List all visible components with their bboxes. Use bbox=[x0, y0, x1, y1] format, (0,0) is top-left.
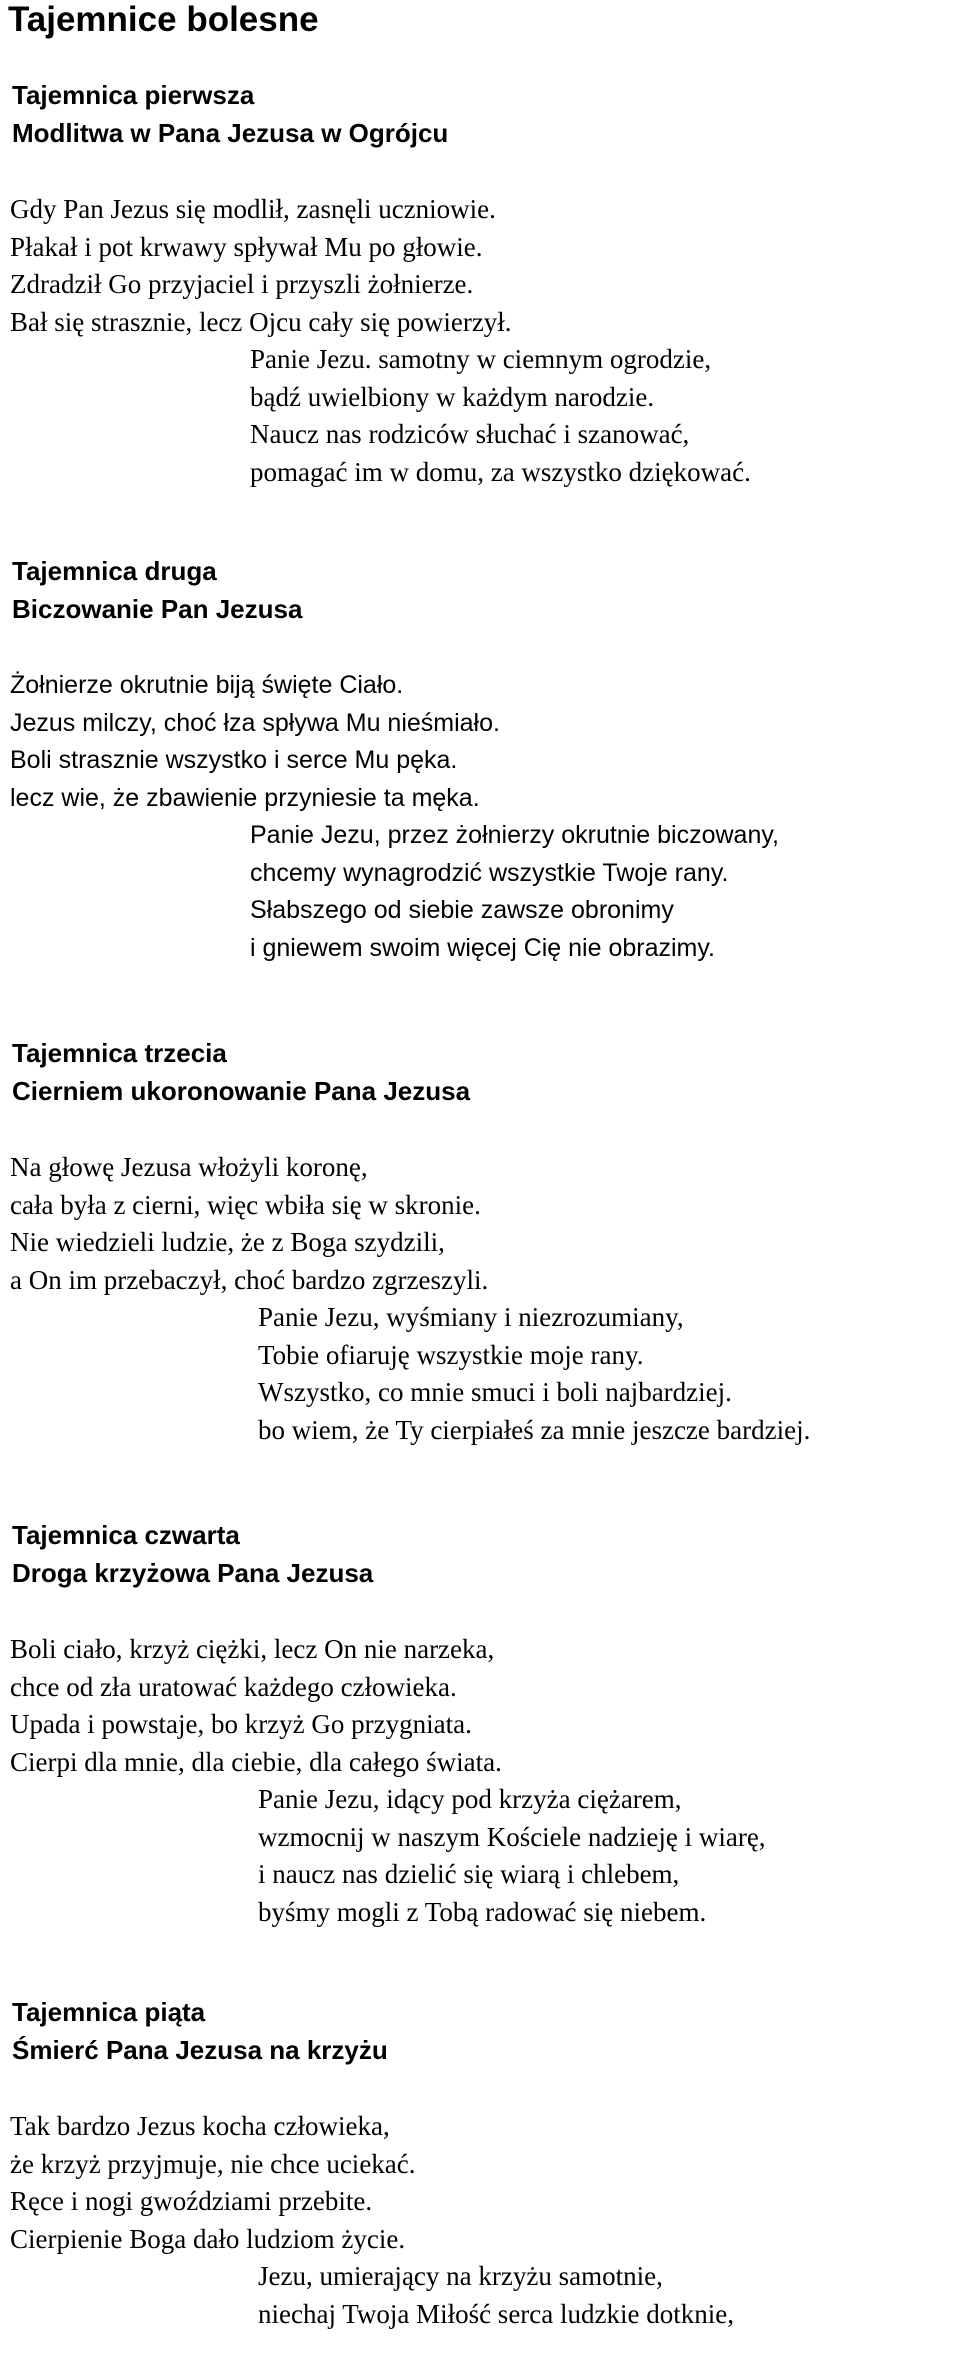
verse-line: Tak bardzo Jezus kocha człowieka, bbox=[10, 2111, 390, 2141]
verse-line: Żołnierze okrutnie biją święte Ciało. bbox=[10, 671, 404, 699]
refrain-line: bo wiem, że Ty cierpiałeś za mnie jeszcze bardziej. bbox=[258, 1414, 811, 1445]
refrain-line: chcemy wynagrodzić wszystkie Twoje rany. bbox=[250, 858, 729, 887]
mystery-label: Tajemnica druga bbox=[12, 556, 217, 586]
verse-stanza bbox=[0, 191, 960, 341]
mystery-label: Tajemnica pierwsza bbox=[12, 80, 255, 110]
mystery-section-2 bbox=[0, 552, 960, 967]
verse-line: że krzyż przyjmuje, nie chce uciekać. bbox=[10, 2148, 416, 2179]
refrain-line: Panie Jezu, idący pod krzyża ciężarem, bbox=[258, 1784, 682, 1814]
mystery-name: Modlitwa w Pana Jezusa w Ogrójcu bbox=[12, 118, 449, 148]
mystery-section-1 bbox=[0, 76, 960, 491]
verse-line: Zdradził Go przyjaciel i przyszli żołnierze. bbox=[10, 269, 474, 299]
refrain-line: Słabszego od siebie zawsze obronimy bbox=[250, 896, 674, 924]
refrain-stanza bbox=[0, 817, 960, 967]
refrain-line: Jezu, umierający na krzyżu samotnie, bbox=[258, 2261, 663, 2291]
verse-stanza bbox=[0, 1631, 960, 1781]
refrain-line: bądź uwielbiony w każdym narodzie. bbox=[250, 381, 655, 412]
refrain-line: i naucz nas dzielić się wiarą i chlebem, bbox=[258, 1859, 680, 1889]
verse-line: a On im przebaczył, choć bardzo zgrzeszyli. bbox=[10, 1264, 489, 1295]
refrain-line: wzmocnij w naszym Kościele nadzieję i wiarę, bbox=[258, 1821, 766, 1852]
verse-line: lecz wie, że zbawienie przyniesie ta męka. bbox=[10, 783, 480, 812]
refrain-line: Wszystko, co mnie smuci i boli najbardziej. bbox=[258, 1377, 732, 1407]
verse-line: Cierpi dla mnie, dla ciebie, dla całego świata. bbox=[10, 1746, 502, 1777]
verse-line: Gdy Pan Jezus się modlił, zasnęli uczniowie. bbox=[10, 194, 496, 224]
verse-line: Jezus milczy, choć łza spływa Mu nieśmiało. bbox=[10, 708, 500, 737]
refrain-stanza bbox=[0, 1781, 960, 1931]
refrain-line: Panie Jezu, przez żołnierzy okrutnie biczowany, bbox=[250, 821, 779, 849]
refrain-line: Panie Jezu. samotny w ciemnym ogrodzie, bbox=[250, 344, 712, 374]
mystery-label: Tajemnica czwarta bbox=[12, 1520, 240, 1550]
verse-line: Ręce i nogi gwoździami przebite. bbox=[10, 2186, 373, 2216]
mystery-name: Biczowanie Pan Jezusa bbox=[12, 594, 303, 624]
mystery-section-4 bbox=[0, 1516, 960, 1931]
page-title: Tajemnice bolesne bbox=[8, 0, 319, 39]
verse-stanza bbox=[0, 1149, 960, 1299]
verse-line: Upada i powstaje, bo krzyż Go przygniata. bbox=[10, 1709, 472, 1739]
verse-line: cała była z cierni, więc wbiła się w skronie. bbox=[10, 1189, 481, 1220]
refrain-line: Tobie ofiaruję wszystkie moje rany. bbox=[258, 1339, 644, 1370]
verse-stanza bbox=[0, 667, 960, 817]
refrain-stanza bbox=[0, 1299, 960, 1449]
refrain-line: niechaj Twoja Miłość serca ludzkie dotknie, bbox=[258, 2298, 734, 2329]
mystery-label: Tajemnica trzecia bbox=[12, 1038, 227, 1068]
verse-stanza bbox=[0, 2108, 960, 2258]
verse-line: Boli ciało, krzyż ciężki, lecz On nie narzeka, bbox=[10, 1634, 495, 1664]
mystery-section-3 bbox=[0, 1034, 960, 1449]
mystery-section-5 bbox=[0, 1993, 960, 2333]
mystery-name: Cierniem ukoronowanie Pana Jezusa bbox=[12, 1076, 471, 1106]
mystery-name: Droga krzyżowa Pana Jezusa bbox=[12, 1558, 374, 1588]
verse-line: Cierpienie Boga dało ludziom życie. bbox=[10, 2223, 406, 2254]
refrain-line: Panie Jezu, wyśmiany i niezrozumiany, bbox=[258, 1302, 684, 1332]
verse-line: Boli strasznie wszystko i serce Mu pęka. bbox=[10, 746, 458, 774]
refrain-stanza bbox=[0, 2258, 960, 2333]
verse-line: Bał się strasznie, lecz Ojcu cały się powierzył. bbox=[10, 306, 512, 337]
verse-line: chce od zła uratować każdego człowieka. bbox=[10, 1671, 457, 1702]
refrain-line: Naucz nas rodziców słuchać i szanować, bbox=[250, 419, 690, 449]
mystery-label: Tajemnica piąta bbox=[12, 1997, 206, 2027]
refrain-stanza bbox=[0, 341, 960, 491]
mystery-name: Śmierć Pana Jezusa na krzyżu bbox=[12, 2035, 388, 2065]
verse-line: Płakał i pot krwawy spływał Mu po głowie. bbox=[10, 231, 483, 262]
refrain-line: i gniewem swoim więcej Cię nie obrazimy. bbox=[250, 933, 715, 962]
verse-line: Na głowę Jezusa włożyli koronę, bbox=[10, 1152, 368, 1182]
refrain-line: pomagać im w domu, za wszystko dziękować. bbox=[250, 456, 751, 487]
verse-line: Nie wiedzieli ludzie, że z Boga szydzili, bbox=[10, 1227, 445, 1257]
refrain-line: byśmy mogli z Tobą radować się niebem. bbox=[258, 1896, 707, 1927]
